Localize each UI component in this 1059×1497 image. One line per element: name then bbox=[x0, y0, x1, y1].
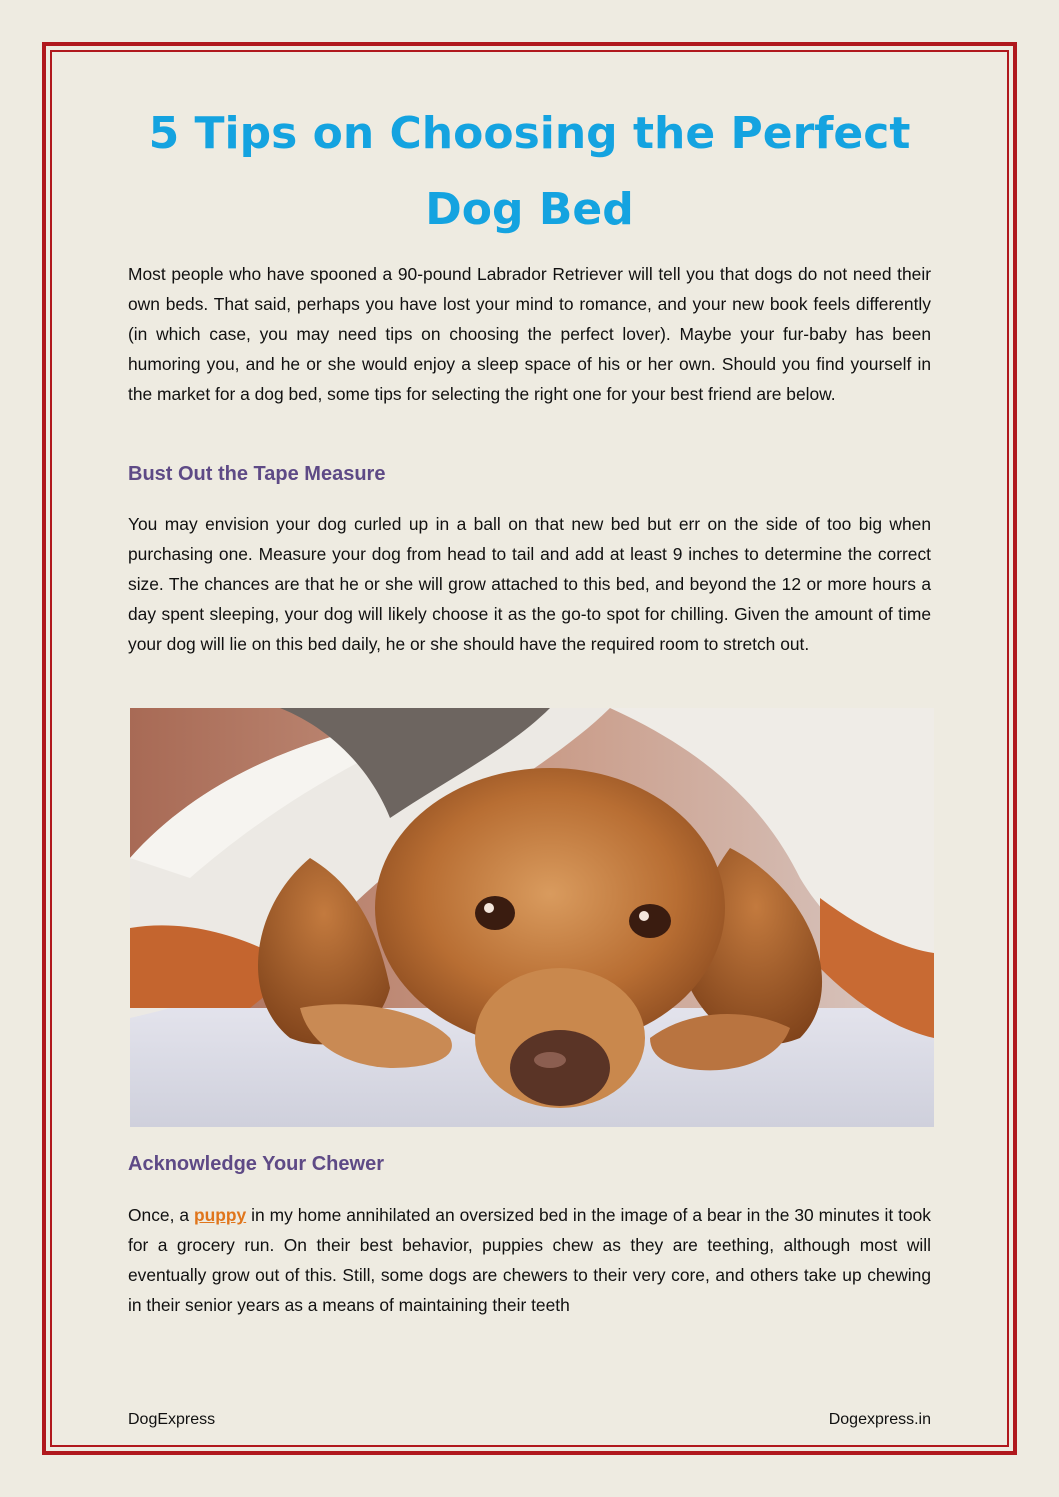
footer-left: DogExpress bbox=[128, 1411, 216, 1428]
section-body-tape-measure: You may envision your dog curled up in a ball on that new bed but err on the side of too big when purchasing one. Measure your dog from head to tail and add at least 9 inches to determine the correct size. The chances are that he or she will grow attached to this bed, and beyond the 12 or more hours a day spent sleeping, your dog will likely choose it as the go-to spot for chilling. Given the amount of time your dog will lie on this bed daily, he or she should have the required room to stretch out. bbox=[128, 514, 931, 654]
intro-paragraph: Most people who have spooned a 90-pound Labrador Retriever will tell you that dogs do not need their own beds. That said, perhaps you have lost your mind to romance, and your new book feels differently (in which case, you may need tips on choosing the perfect lover). Maybe your fur-baby has been humoring you, and he or she would enjoy a sleep space of his or her own. Should you find yourself in the market for a dog bed, some tips for selecting the right one for your best friend are below. bbox=[128, 264, 931, 404]
section-heading-chewer: Acknowledge Your Chewer bbox=[128, 1153, 384, 1175]
body-text-before-link: Once, a bbox=[128, 1205, 194, 1225]
section-heading-tape-measure: Bust Out the Tape Measure bbox=[128, 463, 386, 485]
section-body-chewer bbox=[128, 1200, 931, 1320]
dog-under-blanket-photo bbox=[130, 708, 934, 1127]
puppy-link[interactable]: puppy bbox=[193, 1205, 247, 1225]
footer-right: Dogexpress.in bbox=[828, 1411, 931, 1428]
page-title: 5 Tips on Choosing the Perfect Dog Bed bbox=[148, 108, 911, 235]
body-text-after-link: in my home annihilated an oversized bed in the image of a bear in the 30 minutes it took for a grocery run. On their best behavior, puppies chew as they are teething, although most will eventually grow out of this. Still, some dogs are chewers to their very core, and others take up chewing in their senior years as a means of maintaining their teeth bbox=[128, 1205, 931, 1315]
